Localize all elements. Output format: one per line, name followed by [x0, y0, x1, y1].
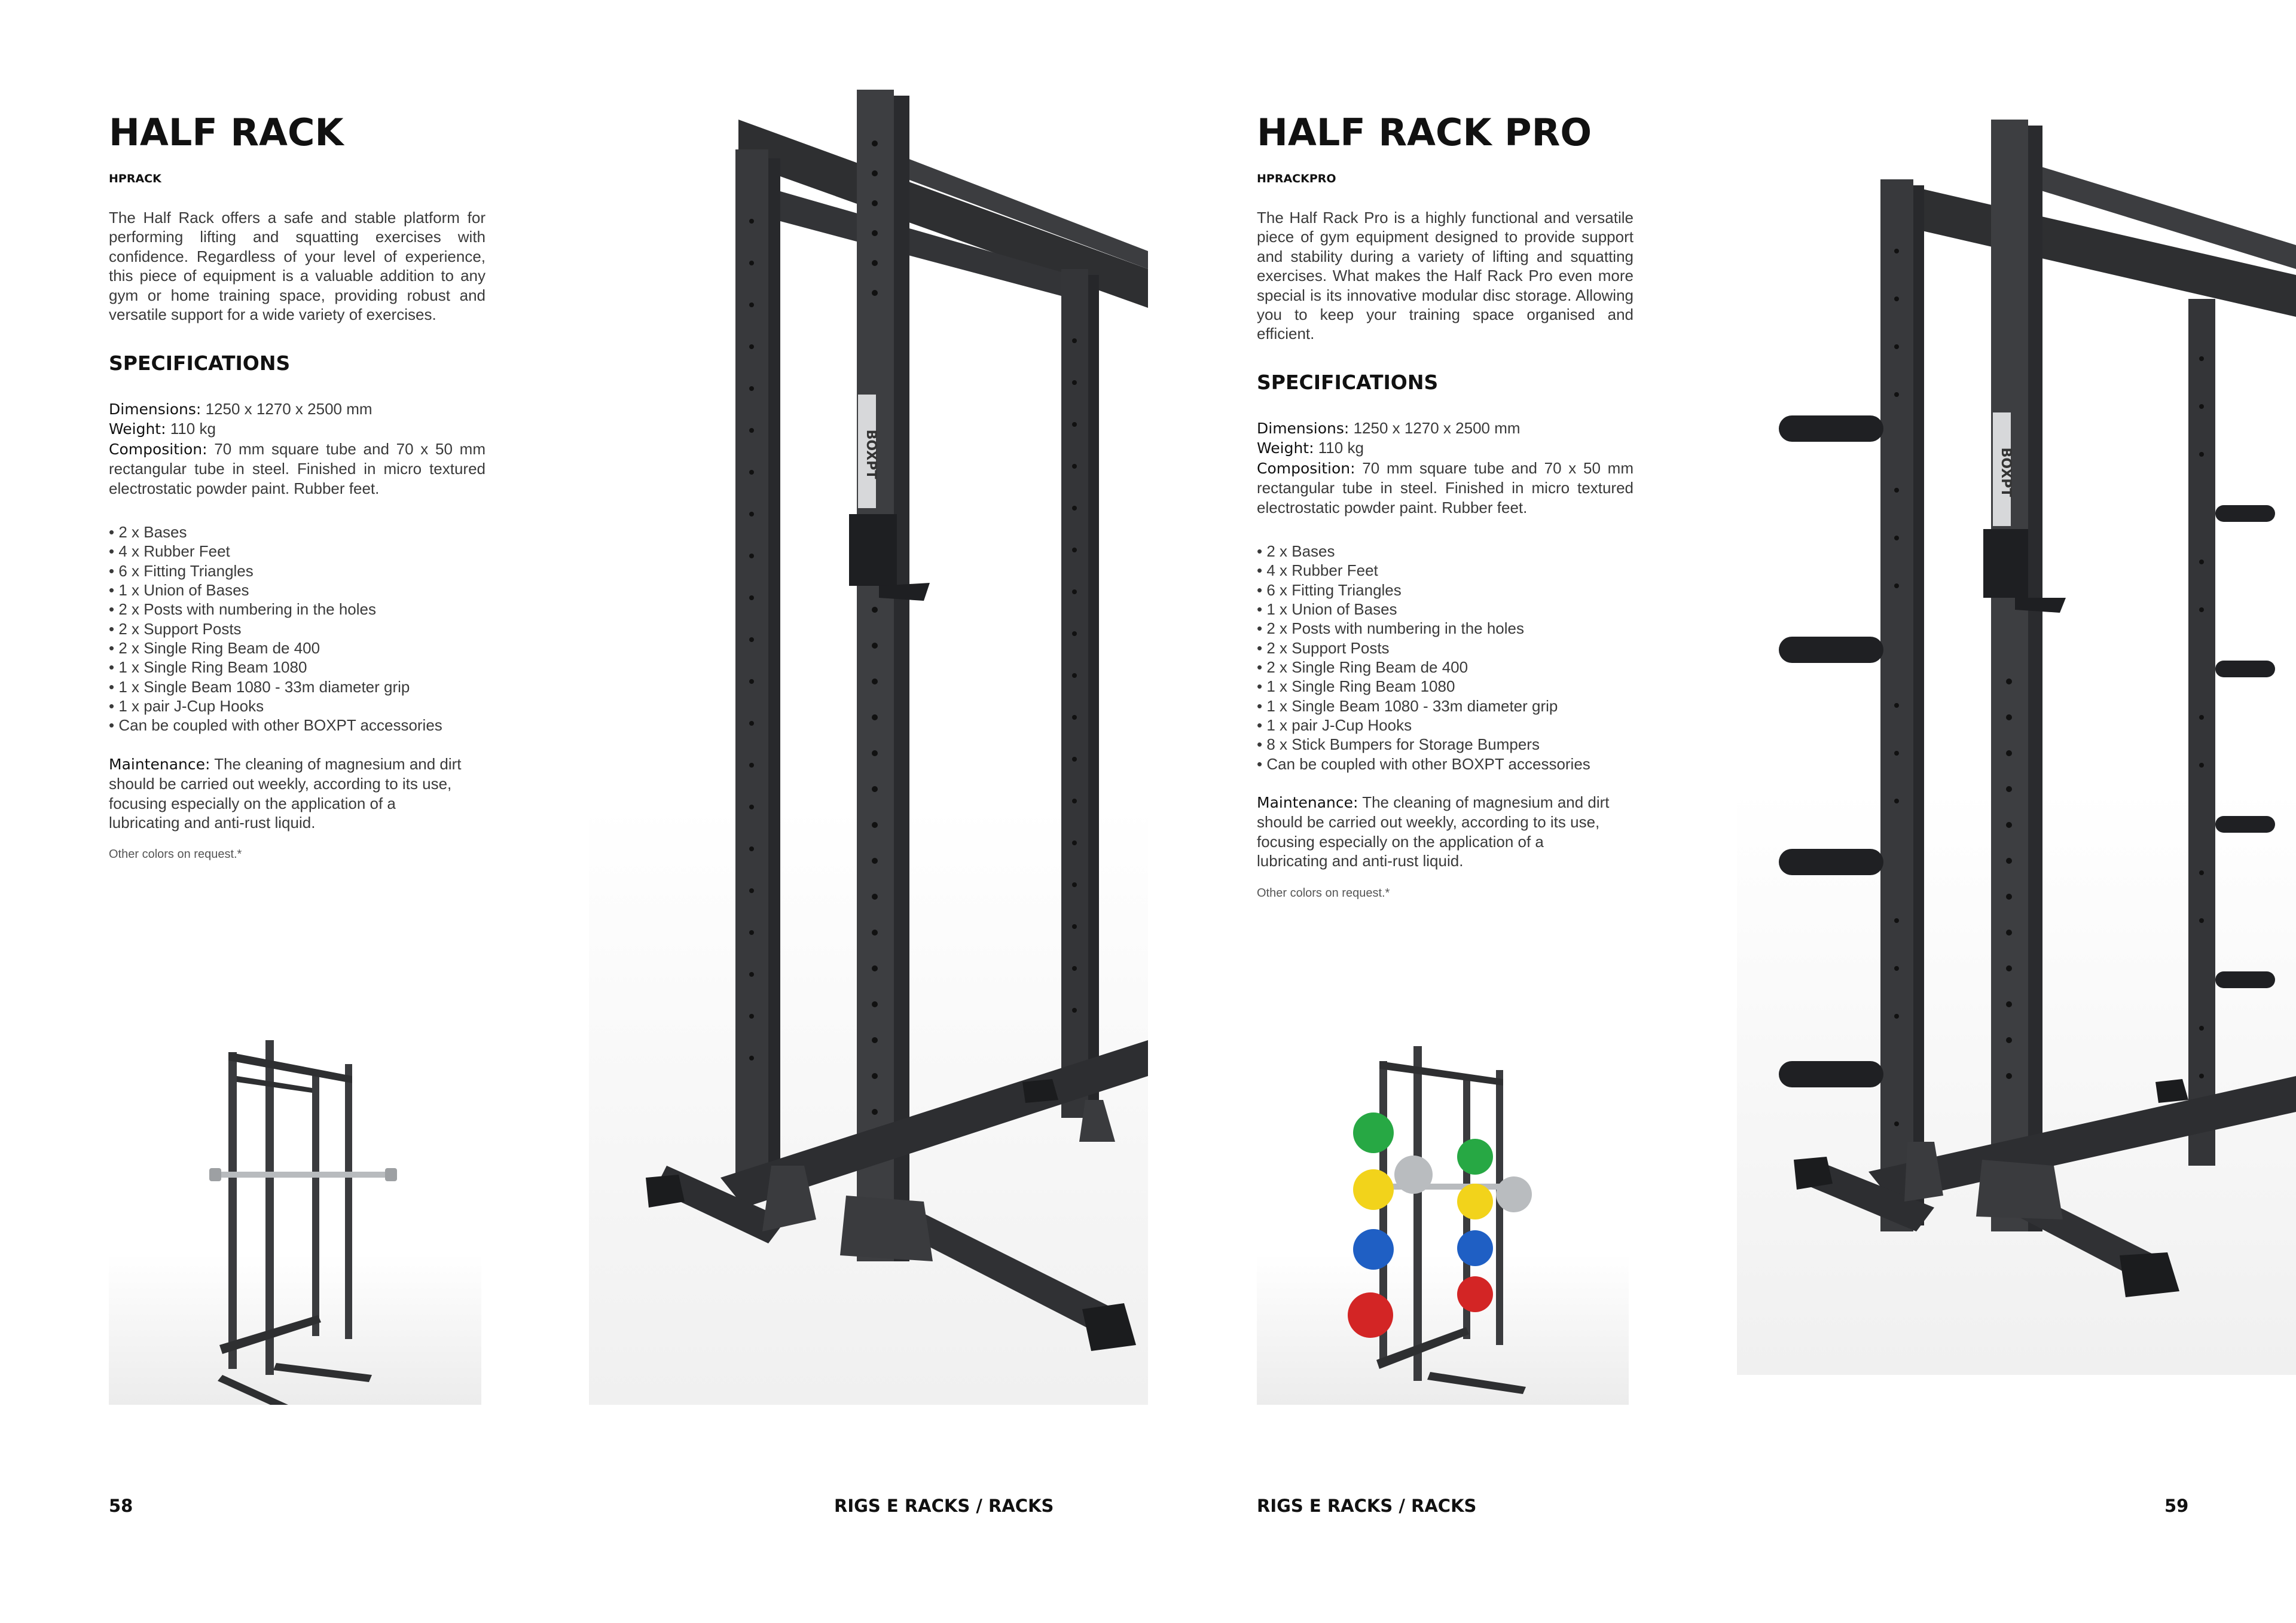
- maintenance-value: The cleaning of magnesium and dirt should be carried out weekly, according to its use, focusing especially on the application of a lubricating and anti-rust liquid.: [109, 755, 462, 832]
- composition-value: 70 mm square tube and 70 x 50 mm rectangular tube in steel. Finished in micro textured electrostatic powder paint. Rubber feet.: [109, 439, 486, 497]
- product-title: HALF RACK PRO: [1257, 111, 1592, 154]
- dimensions-label: Dimensions:: [1257, 420, 1349, 437]
- components-list: [1257, 542, 1634, 774]
- product-code: HPRACK: [109, 172, 161, 185]
- composition-value: 70 mm square tube and 70 x 50 mm rectangular tube in steel. Finished in micro textured electrostatic powder paint. Rubber feet.: [1257, 459, 1634, 516]
- specifications-list: [109, 399, 486, 498]
- list-item: • 1 x Single Beam 1080 - 33m diameter grip: [109, 677, 486, 696]
- list-item: • 1 x Union of Bases: [109, 580, 486, 600]
- list-item: • 2 x Bases: [1257, 542, 1634, 561]
- weight-value: 110 kg: [170, 420, 216, 438]
- composition-label: Composition:: [1257, 459, 1355, 477]
- maintenance-value: The cleaning of magnesium and dirt should be carried out weekly, according to its use, focusing especially on the application of a lubricating and anti-rust liquid.: [1257, 793, 1610, 870]
- dimensions-value: 1250 x 1270 x 2500 mm: [205, 400, 373, 418]
- list-item: • 6 x Fitting Triangles: [1257, 580, 1634, 600]
- half-rack-thumbnail-image: [109, 1028, 481, 1405]
- section-label-right: RIGS E RACKS / RACKS: [1257, 1496, 1477, 1516]
- section-label-left: RIGS E RACKS / RACKS: [834, 1496, 1054, 1516]
- half-rack-pro-thumbnail-image: [1257, 1028, 1629, 1405]
- composition-label: Composition:: [109, 440, 207, 458]
- weight-value: 110 kg: [1318, 439, 1364, 457]
- dimensions-value: 1250 x 1270 x 2500 mm: [1353, 419, 1521, 437]
- list-item: • 1 x pair J-Cup Hooks: [109, 696, 486, 716]
- maintenance-label: Maintenance:: [1257, 794, 1358, 811]
- components-list: [109, 522, 486, 735]
- half-rack-pro-large-image: [1737, 72, 2296, 1375]
- list-item: • 2 x Posts with numbering in the holes: [109, 600, 486, 619]
- page-number-right: 59: [2164, 1496, 2189, 1516]
- list-item: • 2 x Bases: [109, 522, 486, 542]
- list-item: • 4 x Rubber Feet: [109, 542, 486, 561]
- weight-label: Weight:: [1257, 439, 1314, 457]
- product-description: The Half Rack offers a safe and stable platform for performing lifting and squatting exercises with confidence. Regardless of your level of experience, this piece of equipment is a valuable addition to any gym or home training space, providing robust and versatile support for a wide variety of exercises.: [109, 209, 486, 324]
- colors-note: Other colors on request.*: [1257, 887, 1390, 900]
- product-code: HPRACKPRO: [1257, 172, 1336, 185]
- colors-note: Other colors on request.*: [109, 848, 242, 861]
- product-description: The Half Rack Pro is a highly functional and versatile piece of gym equipment designed to provide support and stability during a variety of lifting and squatting exercises. What makes the Half Rack Pro even more special is its innovative modular disc storage. Allowing you to keep your training space organised and efficient.: [1257, 209, 1634, 343]
- maintenance-text: [109, 754, 468, 833]
- page-number-left: 58: [109, 1496, 133, 1516]
- list-item: • Can be coupled with other BOXPT accessories: [109, 716, 486, 735]
- list-item: • 2 x Support Posts: [1257, 638, 1634, 658]
- list-item: • 2 x Single Ring Beam de 400: [109, 638, 486, 658]
- list-item: • 2 x Support Posts: [109, 619, 486, 638]
- specifications-list: [1257, 418, 1634, 517]
- list-item: • 1 x Union of Bases: [1257, 600, 1634, 619]
- list-item: • 2 x Single Ring Beam de 400: [1257, 658, 1634, 677]
- specifications-heading: SPECIFICATIONS: [1257, 371, 1439, 394]
- half-rack-large-image: [589, 72, 1148, 1405]
- list-item: • Can be coupled with other BOXPT accessories: [1257, 754, 1634, 774]
- list-item: • 1 x Single Ring Beam 1080: [1257, 677, 1634, 696]
- weight-label: Weight:: [109, 420, 166, 438]
- product-title: HALF RACK: [109, 111, 344, 154]
- list-item: • 1 x Single Beam 1080 - 33m diameter grip: [1257, 696, 1634, 716]
- dimensions-label: Dimensions:: [109, 401, 201, 418]
- boxpt-logo-text: BOXPT: [863, 429, 878, 479]
- list-item: • 2 x Posts with numbering in the holes: [1257, 619, 1634, 638]
- maintenance-label: Maintenance:: [109, 756, 210, 773]
- list-item: • 8 x Stick Bumpers for Storage Bumpers: [1257, 735, 1634, 754]
- specifications-heading: SPECIFICATIONS: [109, 352, 291, 375]
- list-item: • 4 x Rubber Feet: [1257, 561, 1634, 580]
- list-item: • 1 x pair J-Cup Hooks: [1257, 716, 1634, 735]
- list-item: • 6 x Fitting Triangles: [109, 561, 486, 580]
- boxpt-logo-text: BOXPT: [1998, 447, 2013, 497]
- list-item: • 1 x Single Ring Beam 1080: [109, 658, 486, 677]
- maintenance-text: [1257, 793, 1616, 871]
